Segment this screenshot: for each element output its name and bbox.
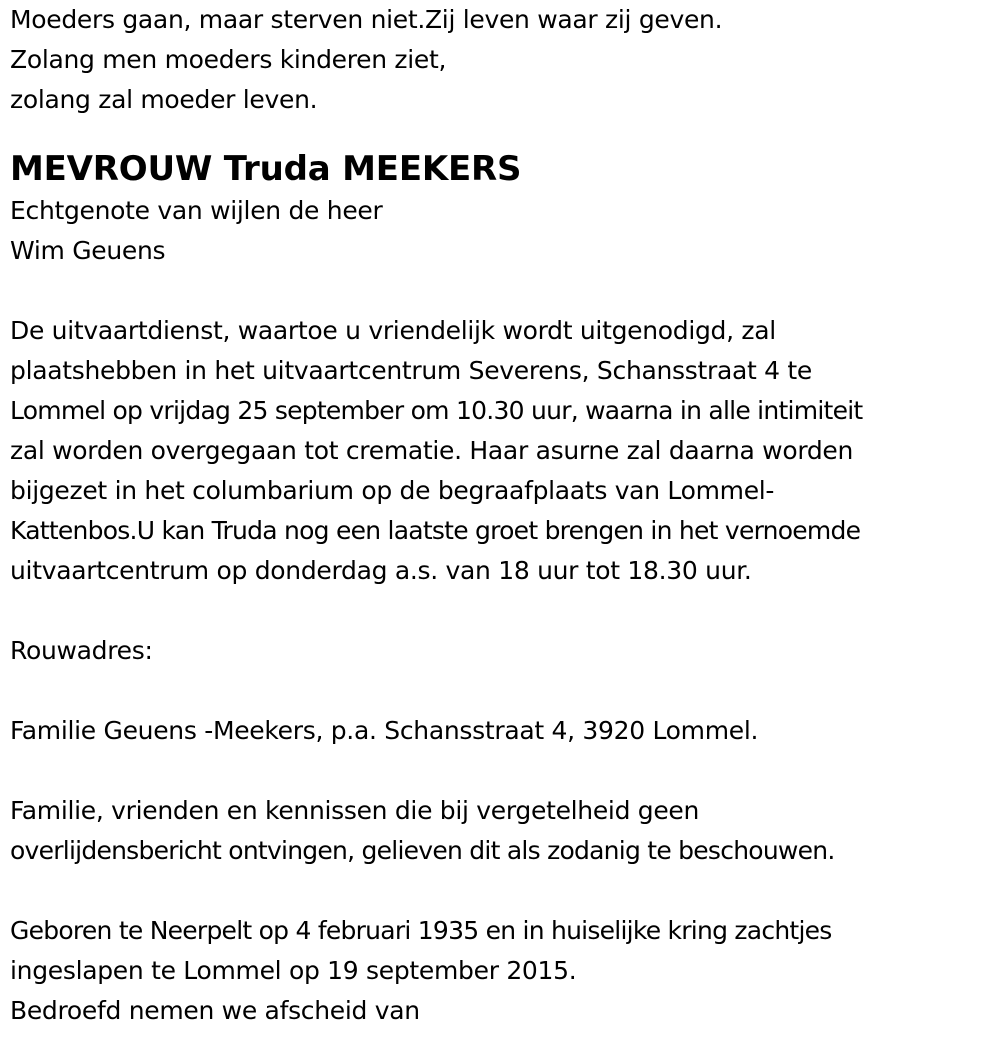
spacer xyxy=(10,591,995,631)
funeral-line: Lommel op vrijdag 25 september om 10.30 uur, waarna in alle intimiteit xyxy=(10,396,863,425)
notice-line: overlijdensbericht ontvingen, gelieven dit als zodanig te beschouwen. xyxy=(10,836,835,865)
address-value: Familie Geuens -Meekers, p.a. Schansstraat 4, 3920 Lommel. xyxy=(10,716,759,745)
funeral-line: plaatshebben in het uitvaartcentrum Severens, Schansstraat 4 te xyxy=(10,356,813,385)
deceased-block xyxy=(10,147,995,271)
poem-line: Moeders gaan, maar sterven niet.Zij leven waar zij geven. xyxy=(10,5,723,34)
spacer xyxy=(10,120,995,147)
birth-line: Geboren te Neerpelt op 4 februari 1935 en in huiselijke kring zachtjes xyxy=(10,916,832,945)
spacer xyxy=(10,671,995,711)
birth-line: Bedroefd nemen we afscheid van xyxy=(10,996,420,1025)
obituary-document xyxy=(10,0,995,1031)
spacer xyxy=(10,871,995,911)
spouse-name: Wim Geuens xyxy=(10,236,166,265)
poem-line: Zolang men moeders kinderen ziet, xyxy=(10,45,447,74)
spacer xyxy=(10,271,995,311)
poem-line: zolang zal moeder leven. xyxy=(10,85,318,114)
funeral-paragraph xyxy=(10,311,995,591)
funeral-line: zal worden overgegaan tot crematie. Haar asurne zal daarna worden xyxy=(10,436,854,465)
funeral-line: De uitvaartdienst, waartoe u vriendelijk wordt uitgenodigd, zal xyxy=(10,316,776,345)
funeral-line: uitvaartcentrum op donderdag a.s. van 18 uur tot 18.30 uur. xyxy=(10,556,752,585)
spacer xyxy=(10,751,995,791)
funeral-line: bijgezet in het columbarium op de begraafplaats van Lommel- xyxy=(10,476,775,505)
address-label: Rouwadres: xyxy=(10,636,153,665)
poem-block xyxy=(10,0,995,120)
funeral-line: Kattenbos.U kan Truda nog een laatste groet brengen in het vernoemde xyxy=(10,516,861,545)
notice-paragraph xyxy=(10,791,995,871)
birth-line: ingeslapen te Lommel op 19 september 2015. xyxy=(10,956,577,985)
deceased-name: MEVROUW Truda MEEKERS xyxy=(10,149,522,189)
spouse-line: Echtgenote van wijlen de heer xyxy=(10,196,383,225)
notice-line: Familie, vrienden en kennissen die bij vergetelheid geen xyxy=(10,796,700,825)
birth-paragraph xyxy=(10,911,995,1031)
